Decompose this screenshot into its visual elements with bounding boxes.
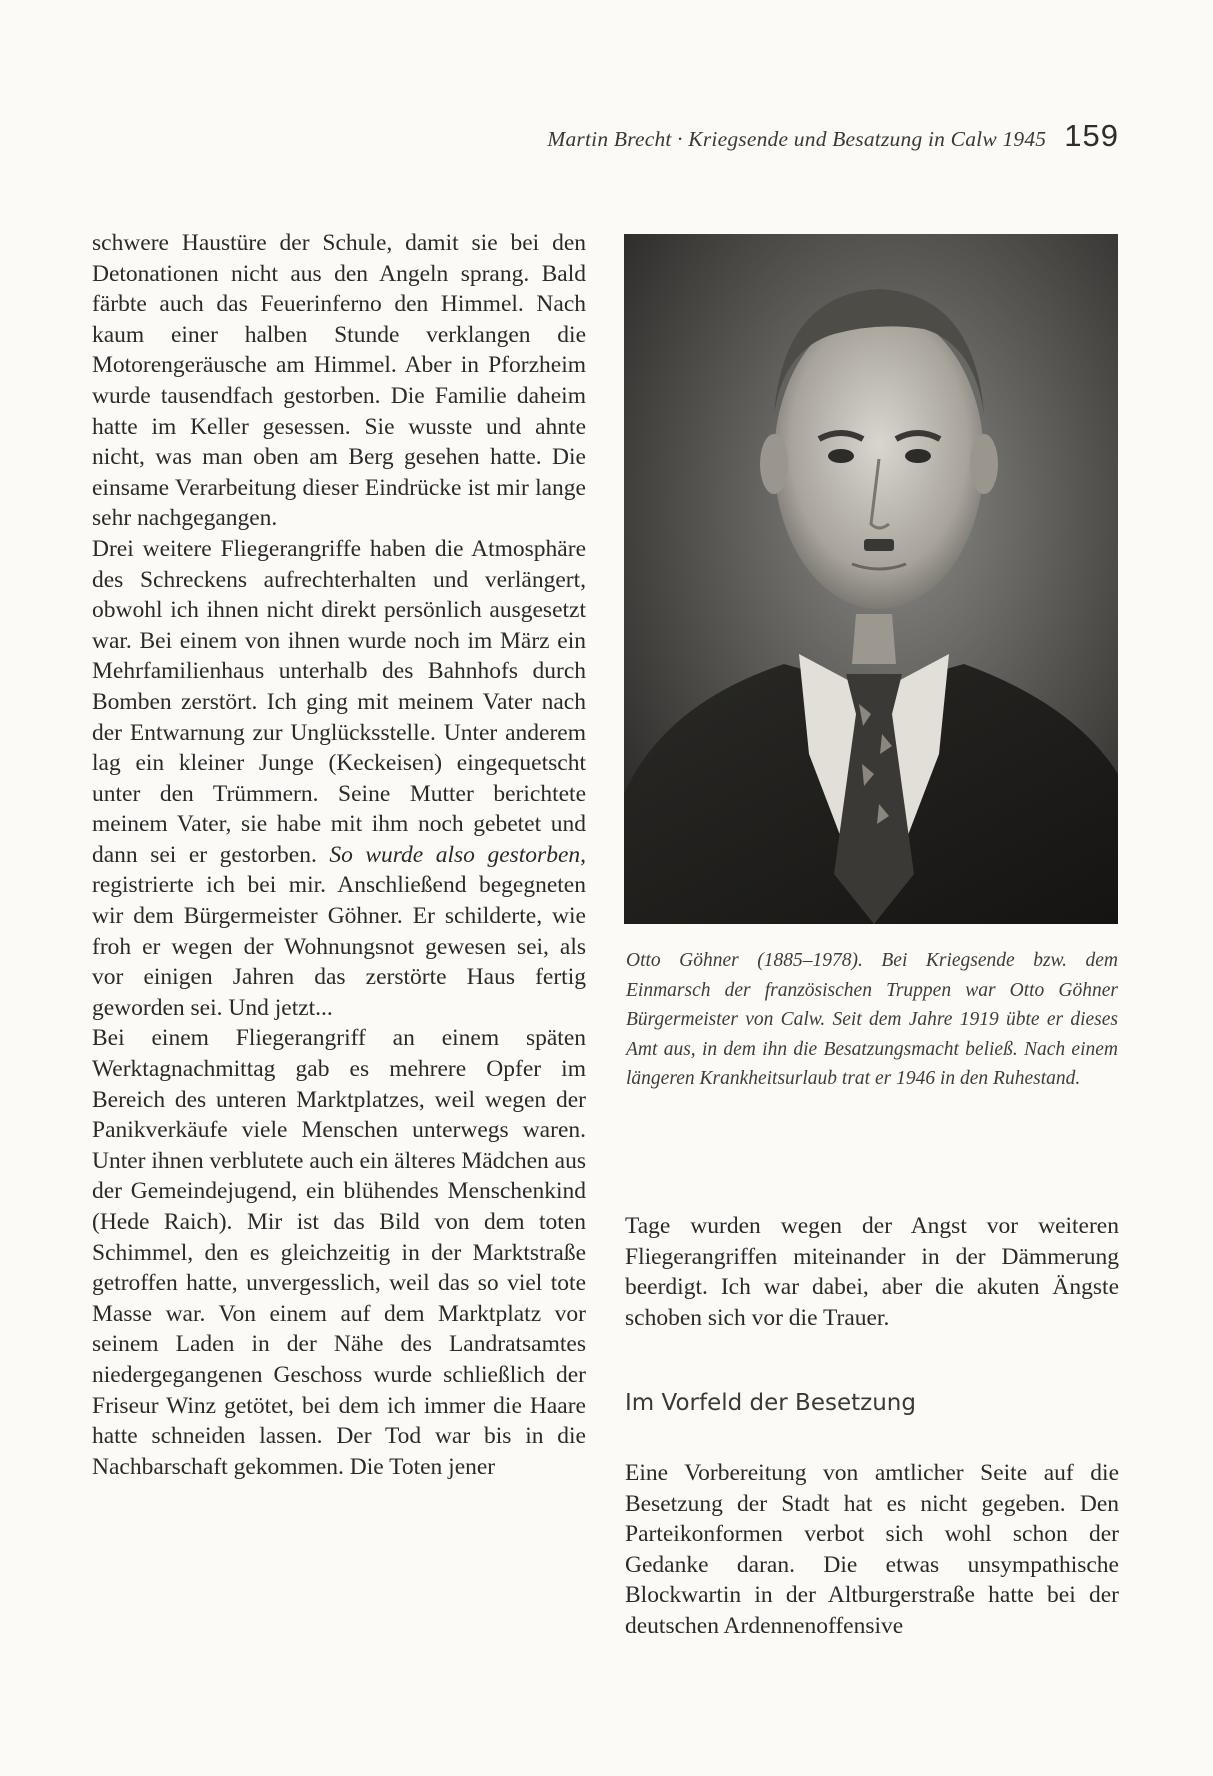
running-header	[547, 118, 1119, 154]
portrait-photo	[624, 234, 1118, 924]
left-paragraph-1: schwere Haustüre der Schule, damit sie bei den Detonationen nicht aus den Angeln sprang. Bald färbte auch das Feuerinferno den Himmel. Nach kaum einer halben Stunde verklangen die Motorengeräusche am Himmel. Aber in Pforzheim wurde tausendfach gestorben. Die Familie daheim hatte im Keller gesessen. Sie wusste und ahnte nicht, was man oben am Berg gesehen hatte. Die einsame Verarbeitung dieser Eindrücke ist mir lange sehr nachgegangen.	[92, 230, 586, 532]
right-paragraph-1: Tage wurden wegen der Angst vor weiteren Fliegerangriffen miteinander in der Dämmerung beerdigt. Ich war dabei, aber die akuten Ängste schoben sich vor die Trauer.	[625, 1213, 1119, 1331]
photo-caption: Otto Göhner (1885–1978). Bei Kriegsende bzw. dem Einmarsch der französischen Truppen war Otto Göhner Bürgermeister von Calw. Seit dem Jahre 1919 übte er dieses Amt aus, in dem ihn die Besatzungsmacht beließ. Nach einem längeren Krankheitsurlaub trat er 1946 in den Ruhestand.	[626, 950, 1118, 1089]
right-paragraph-2: Eine Vorbereitung von amtlicher Seite auf die Besetzung der Stadt hat es nicht gegeben. Den Parteikonformen verbot sich wohl schon der Gedanke daran. Die etwas unsympathische Blockwartin in der Altburgerstraße hatte bei der deutschen Ardennenoffensive	[625, 1460, 1119, 1639]
right-column-bottom	[625, 1458, 1119, 1642]
left-paragraph-3: Bei einem Fliegerangriff an einem späten Werktagnachmittag gab es mehrere Opfer im Bereich des unteren Marktplatzes, weil wegen der Panikverkäufe viele Menschen unterwegs waren. Unter ihnen verblutete auch ein älteres Mädchen aus der Gemeindejugend, ein blühendes Menschenkind (Hede Raich). Mir ist das Bild von dem toten Schimmel, den es gleichzeitig in der Marktstraße getroffen hatte, unvergesslich, weil das so viel tote Masse war. Von einem auf dem Marktplatz vor seinem Laden in der Nähe des Landratsamtes niedergegangenen Geschoss wurde schließlich der Friseur Winz getötet, bei dem ich immer die Haare hatte schneiden lassen. Der Tod war bis in die Nachbarschaft gekommen. Die Toten jener	[92, 1025, 586, 1480]
portrait-photo-icon	[624, 234, 1118, 924]
left-paragraph-2-text-a: Drei weitere Fliegerangriffe haben die Atmosphäre des Schreckens aufrechterhalten und verlängert, obwohl ich ihnen nicht direkt persönlich ausgesetzt war. Bei einem von ihnen wurde noch im März ein Mehrfamilienhaus unterhalb des Bahnhofs durch Bomben zerstört. Ich ging mit meinem Vater nach der Entwarnung zur Unglücksstelle. Unter anderem lag ein kleiner Junge (Keckeisen) eingequetscht unter den Trümmern. Seine Mutter berichtete meinem Vater, sie habe mit ihm noch gebetet und dann sei er gestorben.	[92, 535, 586, 868]
left-paragraph-2-emphasis: So wurde also gestorben,	[329, 841, 586, 868]
left-column	[92, 228, 586, 1482]
left-paragraph-2-text-b: registrierte ich bei mir. Anschließend begegneten wir dem Bürgermeister Göhner. Er schilderte, wie froh er wegen der Wohnungsnot gewesen sei, als vor einigen Jahren das zerstörte Haus fertig geworden sei. Und jetzt...	[92, 872, 586, 1021]
left-paragraph-2	[92, 534, 586, 1024]
page-number: 159	[1064, 118, 1119, 153]
section-heading: Im Vorfeld der Besetzung	[625, 1390, 916, 1416]
right-column-top	[625, 1211, 1119, 1333]
running-title: Martin Brecht · Kriegsende und Besatzung in Calw 1945	[547, 127, 1047, 151]
